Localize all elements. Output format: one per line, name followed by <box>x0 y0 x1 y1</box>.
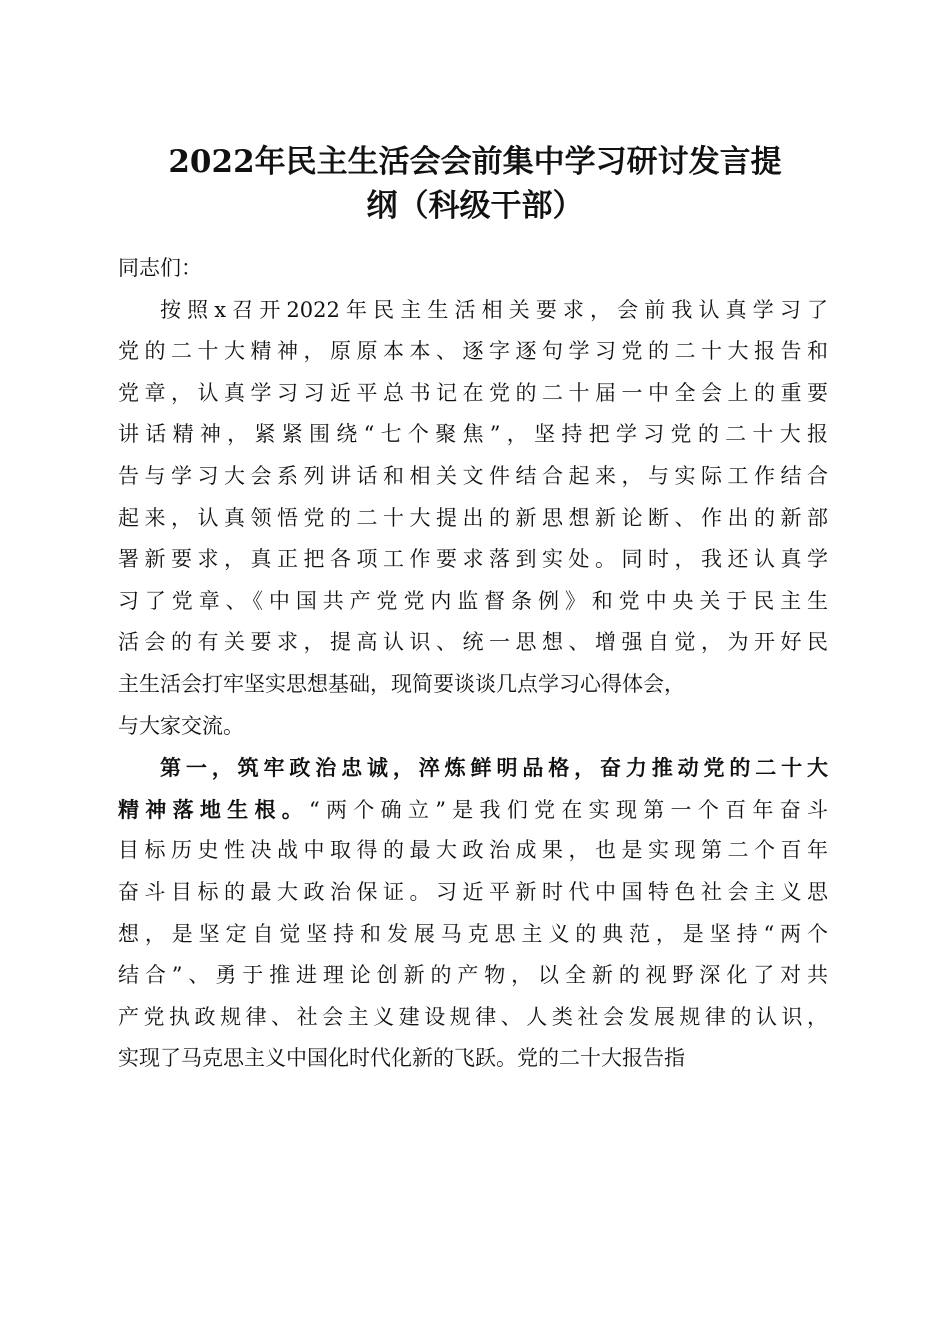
paragraph-line: 与大家交流。 <box>118 713 244 738</box>
paragraph-line: 署新要求，真正把各项工作要求落到实处。同时，我还认真学 <box>118 547 828 572</box>
title-line-1: 2022年民主生活会会前集中学习研讨发言提 <box>168 144 782 180</box>
section-heading-end: 精神落地生根。 <box>118 796 310 822</box>
paragraph-line: 党的二十大精神，原原本本、逐字逐句学习党的二十大报告和 <box>118 339 828 364</box>
paragraph-line: 活会的有关要求，提高认识、统一思想、增强自觉，为开好民 <box>118 630 828 655</box>
paragraph-line: 党章，认真学习习近平总书记在党的二十届一中全会上的重要 <box>118 380 828 405</box>
paragraph-line: 想，是坚定自觉坚持和发展马克思主义的典范，是坚持“两个 <box>118 921 828 946</box>
paragraph-line: 告与学习大会系列讲话和相关文件结合起来，与实际工作结合 <box>118 463 828 488</box>
paragraph-line: 奋斗目标的最大政治保证。习近平新时代中国特色社会主义思 <box>118 879 828 904</box>
paragraph-line: 产党执政规律、社会主义建设规律、人类社会发展规律的认识， <box>118 1004 828 1029</box>
title-line-2: 纲（科级干部） <box>366 188 584 224</box>
paragraph-line: 实现了马克思主义中国化时代化新的飞跃。党的二十大报告指 <box>118 1046 685 1071</box>
paragraph-line: 起来，认真领悟党的二十大提出的新思想新论断、作出的新部 <box>118 505 828 530</box>
paragraph-2 <box>118 747 828 1080</box>
document-body <box>118 248 828 1080</box>
paragraph-text: “两个确立”是我们党在实现第一个百年奋斗 <box>309 797 828 822</box>
paragraph-line: 讲话精神，紧紧围绕“七个聚焦”，坚持把学习党的二十大报 <box>118 422 828 447</box>
paragraph-line: 结合”、勇于推进理论创新的产物，以全新的视野深化了对共 <box>118 963 828 988</box>
paragraph-1 <box>118 290 828 748</box>
paragraph-line: 习了党章、《中国共产党党内监督条例》和党中央关于民主生 <box>118 588 828 613</box>
salutation: 同志们： <box>118 256 202 280</box>
document-title <box>100 140 850 228</box>
paragraph-line <box>118 789 828 831</box>
paragraph-line: 目标历史性决战中取得的最大政治成果，也是实现第二个百年 <box>118 838 828 863</box>
paragraph-line: 主生活会打牢坚实思想基础，现简要谈谈几点学习心得体会， <box>118 671 685 696</box>
section-heading: 第一，筑牢政治忠诚，淬炼鲜明品格，奋力推动党的二十大 <box>160 755 828 781</box>
paragraph-line: 按照x召开2022年民主生活相关要求，会前我认真学习了 <box>160 297 828 322</box>
